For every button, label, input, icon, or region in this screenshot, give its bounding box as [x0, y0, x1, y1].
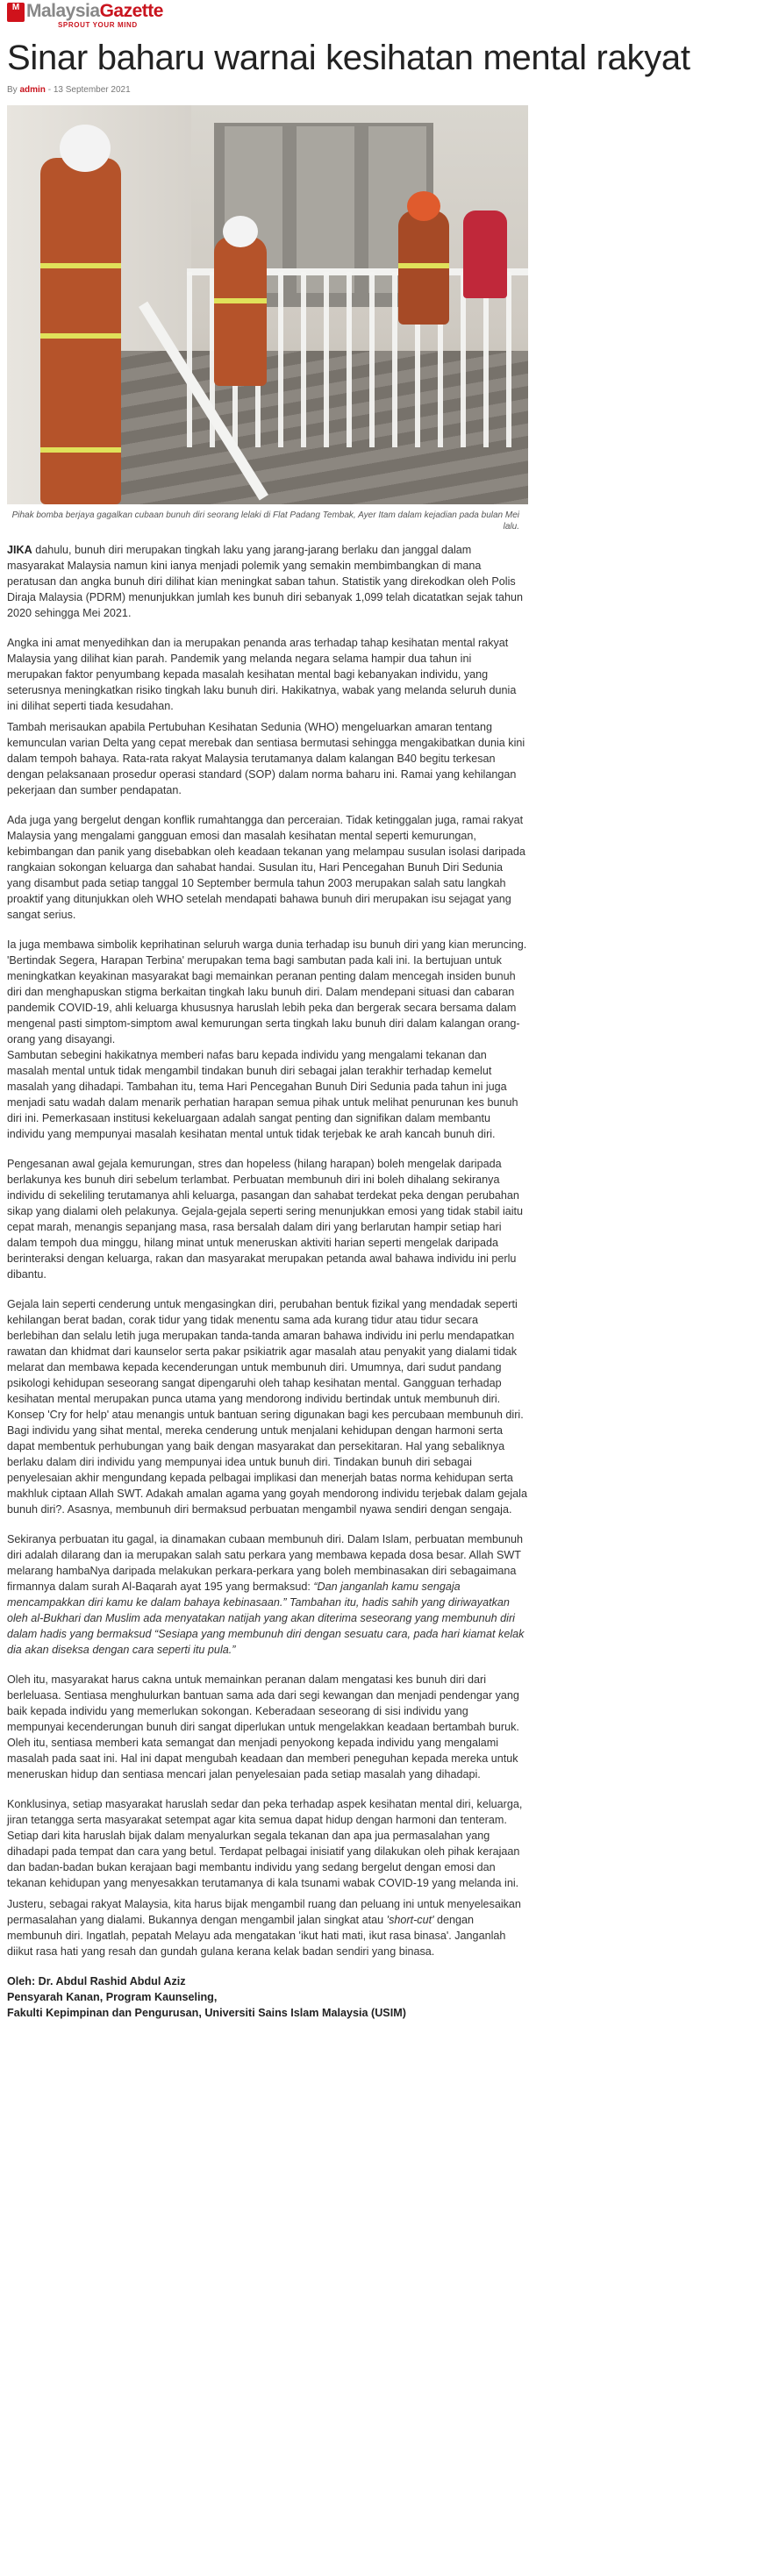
photo-person — [463, 211, 507, 298]
photo-reflective-stripe — [40, 333, 121, 339]
signature-name: Oleh: Dr. Abdul Rashid Abdul Aziz — [7, 1975, 186, 1987]
byline — [7, 85, 765, 95]
byline-separator: - — [47, 85, 52, 95]
paragraph: Oleh itu, masyarakat harus cakna untuk memainkan peranan dalam mengatasi kes bunuh diri dari berleluasa. Sentiasa menghulurkan bantuan sama ada dari segi kewangan dan menjadi pendengar yang baik kepada individu yang memerlukan sokongan. Keberadaan seseorang di sisi individu yang mempunyai kecenderungan bunuh diri sangat diperlukan untuk mengelakkan keadaan bertambah buruk. Oleh itu, sentiasa memberi kata semangat dan menjadi penyokong kepada individu yang mengalami masalah pada saat ini. Hal ini dapat mengubah keadaan dan memberi peneguhan kepada mereka untuk meneruskan hidup dan sentiasa mencari jalan penyelesaian pada setiap masalah yang dihadapi. — [7, 1673, 519, 1780]
paragraph-text: dengan membunuh diri. Ingatlah, pepatah Melayu ada mengatakan 'ikut hati mati, ikut rasa binasa'. Janganlah diikut rasa hati yang resah dan gundah gulana kerana kelak badan sendiri yang binasa. — [7, 1914, 506, 1958]
logo-name-part2: Gazette — [99, 1, 163, 21]
paragraph: Angka ini amat menyedihkan dan ia merupakan penanda aras terhadap tahap kesihatan mental rakyat Malaysia yang dilihat kian parah. Pandemik yang melanda negara selama hampir dua tahun ini merupakan faktor penyumbang kepada masalah kesihatan mental bagi kebanyakan individu, yang seterusnya meningkatkan risiko tingkah laku bunuh diri. Hakikatnya, wabak yang melanda seluruh dunia ini dilihat seperti tiada kesudahan. — [7, 637, 517, 712]
paragraph: Ia juga membawa simbolik keprihatinan seluruh warga dunia terhadap isu bunuh diri yang kian meruncing. 'Bertindak Segera, Harapan Terbina' merupakan tema bagi sambutan pada kali ini. Ia bertujuan untuk meningkatkan keyakinan masyarakat bagi memainkan peranan penting dalam mencegah insiden bunuh diri dan menghapuskan stigma berkaitan tingkah laku bunuh diri. Dalam mendepani situasi dan cabaran pandemik COVID-19, ahli keluarga khususnya haruslah lebih peka dan bergerak secara bersama dalam mengenal pasti simptom-simptom awal kemurungan serta tingkah laku bunuh diri dalam kalangan orang-orang yang disayangi. — [7, 938, 527, 1045]
byline-prefix: By — [7, 85, 18, 95]
quote-text: “Dan janganlah kamu sengaja mencampakkan diri kamu ke dalam bahaya kebinasaan.” Tambahan itu, hadis sahih yang diriwayatkan oleh al-Bukhari dan Muslim ada menyatakan natijah yang akan diterima seseorang yang membunuh diri dalam hadis yang bermaksud “Sesiapa yang membunuh diri dengan sesuatu cara, pada hari kiamat kelak dia akan diseksa dengan cara seperti itu pula.” — [7, 1581, 525, 1656]
article-title: Sinar baharu warnai kesihatan mental rakyat — [7, 39, 690, 77]
paragraph — [7, 1896, 528, 1959]
photo-firefighter — [398, 211, 449, 325]
site-logo[interactable] — [7, 0, 765, 32]
lead-word: JIKA — [7, 544, 32, 556]
photo-reflective-stripe — [40, 447, 121, 453]
paragraph: Gejala lain seperti cenderung untuk mengasingkan diri, perubahan bentuk fizikal yang mendadak seperti kehilangan berat badan, corak tidur yang tidak menentu sama ada kurang tidur atau tidur secara berlebihan dan selalu letih juga merupakan tanda-tanda amaran bahawa individu ini perlu mendapatkan rawatan dan khidmat dari kaunselor serta pakar psikiatrik agar masalah atau penyakit yang dialami tidak melarat dan membawa kepada kecenderungan untuk membunuh diri. Umumnya, dari sudut pandang psikologi kehidupan seseorang sangat dipengaruhi oleh tahap kesihatan mental. Gangguan terhadap kesihatan mental merupakan punca utama yang mendorong individu bertindak untuk membunuh diri. Konsep 'Cry for help' atau menangis untuk bantuan sering digunakan bagi kes percubaan membunuh diri. Bagi individu yang sihat mental, mereka cenderung untuk menjalani kehidupan dengan harmoni serta dapat membentuk perhubungan yang baik dengan masyarakat dan persekitaran. Hal yang sebaliknya berlaku dalam diri individu yang mempunyai idea untuk bunuh diri. Tindakan bunuh diri sebagai penyelesaian akhir mengundang kepada pelbagai implikasi dan menerjah batas norma kehidupan serta makhluk ciptaan Allah SWT. Adakah amalan agama yang goyah mendorong individu terjebak dalam gejala bunuh diri?. Asasnya, membunuh diri bermaksud perbuatan mengambil nyawa sendiri dengan sengaja. — [7, 1298, 527, 1516]
photo-firefighter — [214, 237, 267, 386]
paragraph-text: dahulu, bunuh diri merupakan tingkah laku yang jarang-jarang berlaku dan janggal dalam masyarakat Malaysia namun kini ianya menjadi polemik yang semakin membimbangkan di mana peratusan dan angka bunuh diri dilihat kian meningkat saban tahun. Statistik yang direkodkan oleh Polis Diraja Malaysia (PDRM) menunjukkan jumlah kes bunuh diri sebanyak 1,099 telah dicatatkan sejak tahun 2020 sehingga Mei 2021. — [7, 544, 524, 619]
photo-caption: Pihak bomba berjaya gagalkan cubaan bunuh diri seorang lelaki di Flat Padang Tembak, Ayer Itam dalam kejadian pada bulan Mei lalu. — [11, 510, 519, 532]
emphasis-text: 'short-cut' — [386, 1914, 434, 1926]
photo-reflective-stripe — [40, 263, 121, 268]
article-body — [7, 542, 528, 2021]
photo-helmet — [407, 191, 440, 221]
paragraph — [7, 1531, 528, 1658]
photo-firefighter — [40, 158, 121, 504]
paragraph-text: Sekiranya perbuatan itu gagal, ia dinamakan cubaan membunuh diri. Dalam Islam, perbuatan membunuh diri adalah dilarang dan ia merupakan salah satu perkara yang membawa kepada dosa besar. Allah SWT melarang hambaNya daripada melakukan perkara-perkara yang boleh membinasakan diri sebagaimana firmannya dalam surah Al-Baqarah ayat 195 yang bermaksud: — [7, 1533, 524, 1593]
logo-badge-icon: M — [7, 3, 25, 22]
photo-helmet — [223, 216, 258, 247]
logo-tagline: SPROUT YOUR MIND — [58, 21, 138, 29]
paragraph: Pengesanan awal gejala kemurungan, stres dan hopeless (hilang harapan) boleh mengelak daripada berlakunya kes bunuh diri sebelum terlambat. Perbuatan membunuh diri ini boleh dihalang sekiranya individu di sekeliling terutamanya ahli keluarga, pasangan dan sahabat terdekat peka dengan perubahan sikap yang dialami oleh pelakunya. Gejala-gejala seperti sering menunjukkan emosi yang tidak stabil iaitu cepat marah, menangis sepanjang masa, rasa bersalah dalam diri yang berlarutan hampir setiap hari dalam tempoh dua minggu, hilang minat untuk meneruskan aktiviti harian seperti mengelak daripada berinteraksi dengan keluarga, rakan dan masyarakat merupakan petanda awal bahawa individu ini perlu dibantu. — [7, 1158, 524, 1281]
logo-text — [26, 2, 163, 29]
photo-reflective-stripe — [398, 263, 449, 268]
hero-photo — [7, 105, 528, 504]
photo-helmet — [60, 125, 111, 172]
paragraph: Sambutan sebegini hakikatnya memberi nafas baru kepada individu yang mengalami tekanan dan masalah mental untuk tidak mengambil tindakan bunuh diri sebagai jalan terakhir terhadap kemelut masalah yang dihadapi. Tambahan itu, tema Hari Pencegahan Bunuh Diri Sedunia pada tahun ini juga menjadi satu wadah dalam menarik perhatian harapan semua pihak untuk melihat penurunan kes bunuh diri ini. Pemerkasaan institusi kekeluargaan adalah sangat penting dan signifikan dalam membantu individu yang mempunyai masalah kesihatan mental untuk tidak terjebak ke arah kancah bunuh diri. — [7, 1049, 518, 1140]
author-signature — [7, 1973, 528, 2021]
paragraph — [7, 542, 528, 621]
paragraph: Tambah merisaukan apabila Pertubuhan Kesihatan Sedunia (WHO) mengeluarkan amaran tentang kemunculan varian Delta yang cepat merebak dan sentiasa bermutasi sehingga mengakibatkan dunia kini dalam tempoh bahaya. Rata-rata rakyat Malaysia terutamanya dalam kalangan B40 begitu terkesan dengan pelaksanaan prosedur operasi standard (SOP) dalam norma baharu ini. Ramai yang kehilangan pekerjaan dan sumber pendapatan. — [7, 721, 525, 796]
logo-name — [26, 2, 163, 21]
logo-name-part1: Malaysia — [26, 1, 100, 21]
signature-affiliation: Fakulti Kepimpinan dan Pengurusan, Universiti Sains Islam Malaysia (USIM) — [7, 2007, 406, 2019]
signature-position: Pensyarah Kanan, Program Kaunseling, — [7, 1991, 218, 2003]
paragraph-text: Justeru, sebagai rakyat Malaysia, kita harus bijak mengambil ruang dan peluang ini untuk menyelesaikan permasalahan yang dialami. Bukannya dengan mengambil jalan singkat atau — [7, 1898, 521, 1926]
author-link[interactable]: admin — [19, 85, 46, 95]
paragraph: Ada juga yang bergelut dengan konflik rumahtangga dan perceraian. Tidak ketinggalan juga, ramai rakyat Malaysia yang mengalami gangguan emosi dan masalah kesihatan mental seperti kemurungan, kebimbangan dan panik yang disebabkan oleh keadaan tekanan yang melampau susulan isolasi daripada rangkaian sokongan keluarga dan sahabat handai. Susulan itu, Hari Pencegahan Bunuh Diri Sedunia yang disambut pada setiap tanggal 10 September bermula tahun 2003 merupakan salah satu langkah proaktif yang ditunjukkan oleh WHO setelah mendapati bahawa bunuh diri merupakan isu sejagat yang sangat serius. — [7, 814, 525, 921]
photo-reflective-stripe — [214, 298, 267, 303]
paragraph: Konklusinya, setiap masyarakat haruslah sedar dan peka terhadap aspek kesihatan mental diri, keluarga, jiran tetangga serta masyarakat setempat agar kita semua dapat hidup dengan harmoni dan tenteram. Setiap dari kita haruslah bijak dalam menyalurkan segala tekanan dan apa jua permasalahan yang dihadapi pada tempat dan cara yang betul. Terdapat pelbagai inisiatif yang dilakukan oleh pihak kerajaan dan badan-badan bukan kerajaan bagi membantu individu yang sedang bergelut dengan emosi dan tekanan kehidupan yang menyesakkan terutamanya di kala tsunami wabak COVID-19 yang melanda ini. — [7, 1798, 523, 1889]
article-date: 13 September 2021 — [53, 85, 131, 95]
